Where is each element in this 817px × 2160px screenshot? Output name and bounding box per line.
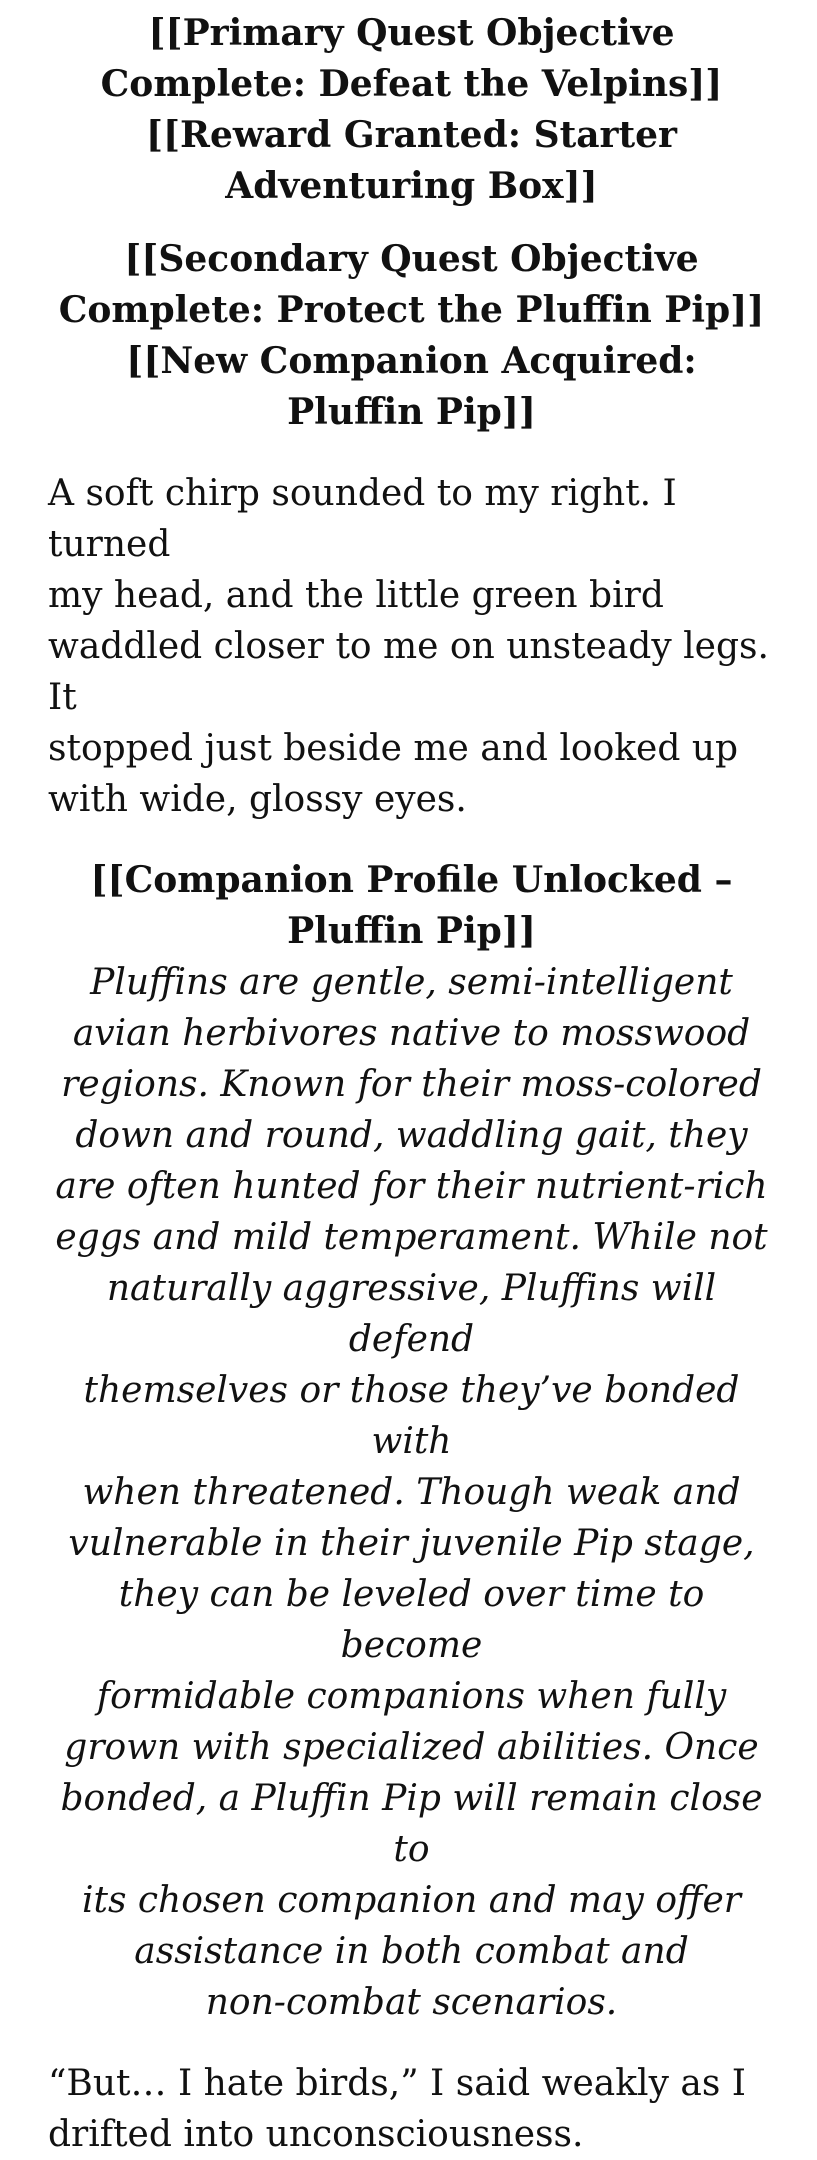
profile-line: when threatened. Though weak and: [82, 1472, 741, 1513]
notice-line: Complete: Protect the Pluffin Pip]]: [58, 289, 765, 331]
profile-line: are often hunted for their nutrient-rich: [55, 1166, 768, 1207]
companion-profile-header: [48, 855, 775, 957]
profile-line: themselves or those they’ve bonded with: [83, 1370, 740, 1462]
notice-line: Pluffin Pip]]: [287, 391, 536, 433]
paragraph-line: drifted into unconsciousness.: [48, 2114, 584, 2155]
secondary-objective-notice: [48, 234, 775, 438]
profile-line: regions. Known for their moss-colored: [61, 1064, 762, 1105]
narrative-paragraph: [48, 468, 775, 825]
notice-line: [[New Companion Acquired:: [126, 340, 697, 382]
paragraph-line: my head, and the little green bird: [48, 575, 664, 616]
narrative-paragraph: [48, 2058, 775, 2160]
profile-line: vulnerable in their juvenile Pip stage,: [68, 1523, 755, 1564]
profile-line: they can be leveled over time to become: [118, 1574, 705, 1666]
notice-line: [[Secondary Quest Objective: [124, 238, 699, 280]
paragraph-line: A soft chirp sounded to my right. I turned: [48, 473, 677, 565]
notice-line: Adventuring Box]]: [225, 165, 598, 207]
profile-line: naturally aggressive, Pluffins will defend: [106, 1268, 717, 1360]
notice-line: [[Primary Quest Objective: [148, 12, 675, 54]
profile-line: its chosen companion and may offer: [81, 1880, 742, 1921]
profile-line: Pluffins are gentle, semi-intelligent: [90, 962, 733, 1003]
paragraph-line: with wide, glossy eyes.: [48, 779, 467, 820]
profile-line: non-combat scenarios.: [205, 1982, 618, 2023]
profile-line: down and round, waddling gait, they: [75, 1115, 748, 1156]
notice-line: [[Companion Profile Unlocked –: [90, 859, 733, 901]
notice-line: [[Reward Granted: Starter: [145, 114, 678, 156]
notice-line: Pluffin Pip]]: [287, 910, 536, 952]
profile-line: eggs and mild temperament. While not: [55, 1217, 768, 1258]
companion-profile-description: [48, 957, 775, 2028]
profile-line: avian herbivores native to mosswood: [72, 1013, 751, 1054]
profile-line: assistance in both combat and: [134, 1931, 689, 1972]
paragraph-line: “But… I hate birds,” I said weakly as I: [48, 2063, 746, 2104]
paragraph-line: stopped just beside me and looked up: [48, 728, 739, 769]
profile-line: grown with specialized abilities. Once: [64, 1727, 759, 1768]
paragraph-line: waddled closer to me on unsteady legs. It: [48, 626, 769, 718]
profile-line: bonded, a Pluffin Pip will remain close to: [60, 1778, 763, 1870]
notice-line: Complete: Defeat the Velpins]]: [100, 63, 723, 105]
quest-objective-notice: [48, 8, 775, 212]
profile-line: formidable companions when fully: [96, 1676, 727, 1717]
